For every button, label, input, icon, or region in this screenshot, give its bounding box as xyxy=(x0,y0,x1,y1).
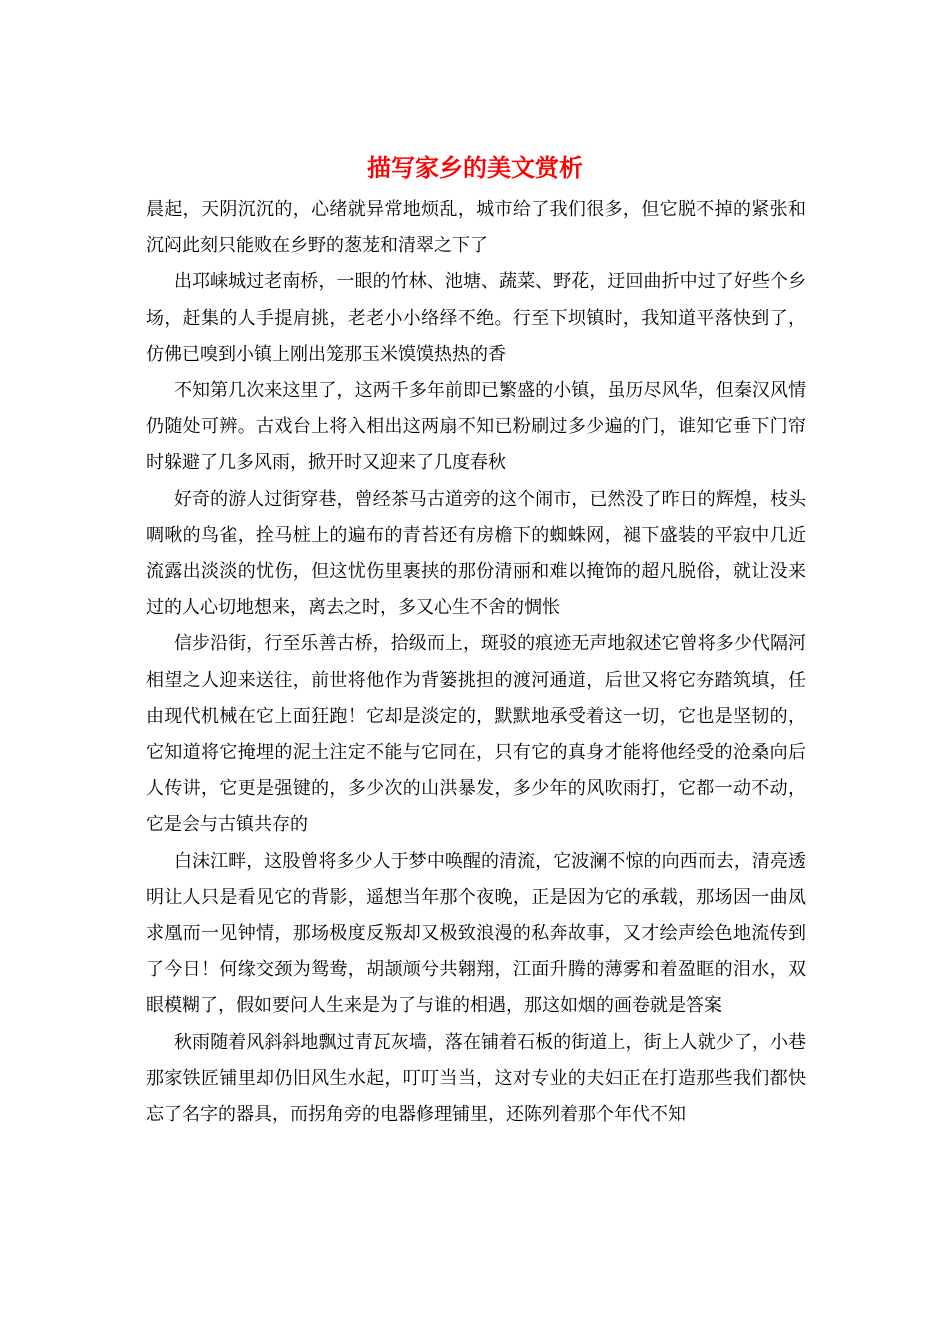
paragraph: 秋雨随着风斜斜地飘过青瓦灰墙，落在铺着石板的街道上，街上人就少了，小巷那家铁匠铺里却仍旧风生水起，叮叮当当，这对专业的夫妇正在打造那些我们都快忘了名字的器具，而拐角旁的电器修理铺里，还陈列着那个年代不知 xyxy=(146,1031,806,1126)
document-title: 描写家乡的美文赏析 xyxy=(367,153,583,182)
document-body xyxy=(146,192,806,1133)
paragraph: 信步沿街，行至乐善古桥，拾级而上，斑驳的痕迹无声地叙述它曾将多少代隔河相望之人迎来送往，前世将他作为背篓挑担的渡河通道，后世又将它夯踏筑填，任由现代机械在它上面狂跑！它却是淡定的，默默地承受着这一切，它也是坚韧的，它知道将它掩埋的泥土注定不能与它同在，只有它的真身才能将他经受的沧桑向后人传讲，它更是强键的，多少次的山洪暴发，多少年的风吹雨打，它都一动不动，它是会与古镇共存的 xyxy=(146,633,806,836)
paragraph: 不知第几次来这里了，这两千多年前即已繁盛的小镇，虽历尽风华，但秦汉风情仍随处可辨。古戏台上将入相出这两扇不知已粉刷过多少遍的门，谁知它垂下门帘时躲避了几多风雨，掀开时又迎来了几度春秋 xyxy=(146,380,806,474)
paragraph: 出邛崃城过老南桥，一眼的竹林、池塘、蔬菜、野花，迂回曲折中过了好些个乡场，赶集的人手提肩挑，老老小小络绎不绝。行至下坝镇时，我知道平落快到了，仿佛已嗅到小镇上刚出笼那玉米馍馍热热的香 xyxy=(146,271,806,365)
paragraph: 好奇的游人过街穿巷，曾经茶马古道旁的这个闹市，已然没了昨日的辉煌，枝头啁啾的鸟雀，拴马桩上的遍布的青苔还有房檐下的蜘蛛网，褪下盛装的平寂中几近流露出淡淡的忧伤，但这忧伤里裹挟的那份清丽和难以掩饰的超凡脱俗，就让没来过的人心切地想来，离去之时，多又心生不舍的惆怅 xyxy=(146,488,806,619)
paragraph: 晨起，天阴沉沉的，心绪就异常地烦乱，城市给了我们很多，但它脱不掉的紧张和沉闷此刻只能败在乡野的葱茏和清翠之下了 xyxy=(146,199,806,257)
paragraph: 白沫江畔，这股曾将多少人于梦中唤醒的清流，它波澜不惊的向西而去，清亮透明让人只是看见它的背影，遥想当年那个夜晚，正是因为它的承载，那场因一曲凤求凰而一见钟情，那场极度反叛却又极致浪漫的私奔故事，又才绘声绘色地流传到了今日！何缘交颈为鸳鸯，胡颉颃兮共翱翔，江面升腾的薄雾和着盈眶的泪水，双眼模糊了，假如要问人生来是为了与谁的相遇，那这如烟的画卷就是答案 xyxy=(146,850,806,1017)
